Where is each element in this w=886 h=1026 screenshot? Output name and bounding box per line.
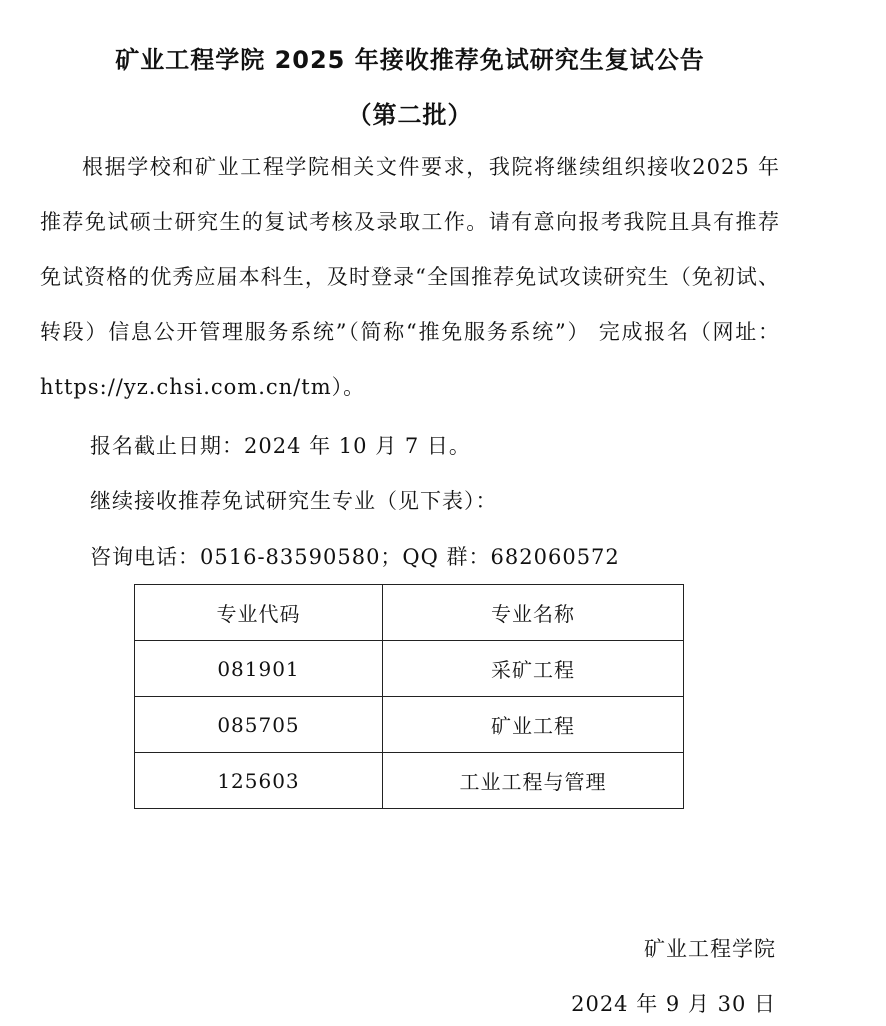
- column-header-major-code: 专业代码: [135, 585, 383, 641]
- table-row: [135, 641, 684, 697]
- major-name-cell: 采矿工程: [383, 641, 684, 697]
- contact-info: 咨询电话：0516-83590580；QQ 群：682060572: [90, 545, 620, 569]
- registration-deadline: 报名截止日期：2024 年 10 月 7 日。: [90, 434, 471, 458]
- notice-subtitle: （第二批）: [347, 101, 473, 129]
- column-header-major-name: 专业名称: [383, 585, 684, 641]
- notice-body-paragraph: 根据学校和矿业工程学院相关文件要求，我院将继续组织接收2025 年推荐免试硕士研究生的复试考核及录取工作。请有意向报考我院且具有推荐免试资格的优秀应届本科生，及时登录“全国推荐免试攻读研究生（免初试、转段）信息公开管理服务系统”（简称“推免服务系统”） 完成报名（网址：https://yz.chsi.com.cn/tm）。: [40, 155, 780, 399]
- table-row: [135, 697, 684, 753]
- major-code-cell: 125603: [135, 753, 383, 809]
- table-row: [135, 753, 684, 809]
- major-code-cell: 081901: [135, 641, 383, 697]
- table-header-row: [135, 585, 684, 641]
- notice-title: 矿业工程学院 2025 年接收推荐免试研究生复试公告: [115, 46, 705, 74]
- major-name-cell: 矿业工程: [383, 697, 684, 753]
- major-code-cell: 085705: [135, 697, 383, 753]
- majors-intro: 继续接收推荐免试研究生专业（见下表）：: [90, 489, 498, 513]
- majors-table: [134, 584, 684, 809]
- major-name-cell: 工业工程与管理: [383, 753, 684, 809]
- signature-date: 2024 年 9 月 30 日: [571, 992, 776, 1016]
- signature-organization: 矿业工程学院: [644, 937, 776, 961]
